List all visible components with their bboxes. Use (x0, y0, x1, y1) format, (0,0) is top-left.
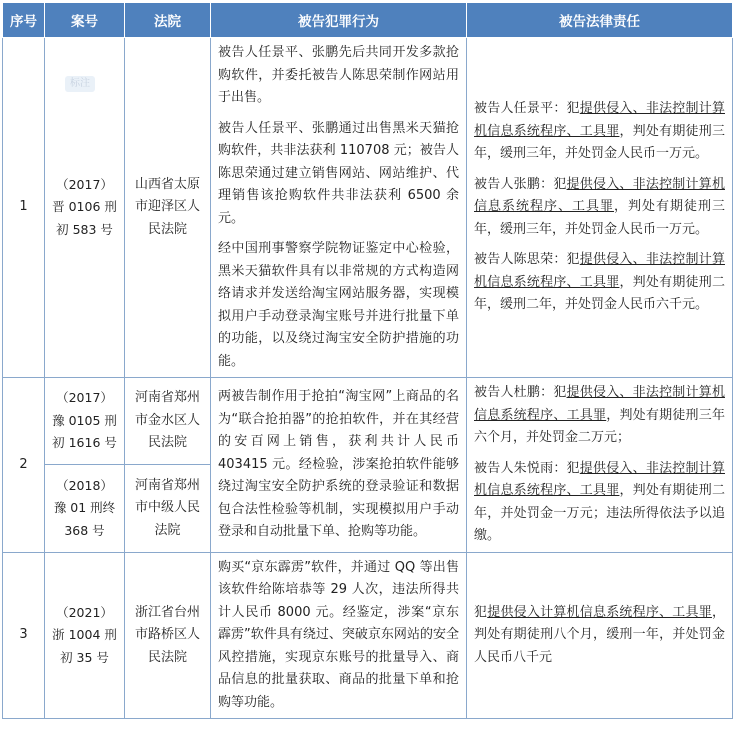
court-name: 河南省郑州市金水区人民法院 (125, 378, 211, 465)
liability-paragraph (474, 98, 725, 166)
liability-paragraph (474, 458, 725, 548)
sentence-text: ，判处有期徒刑三年，缓刑三年，并处罚金人民币一万元。 (474, 199, 725, 237)
court-name: 河南省郑州市中级人民法院 (125, 465, 211, 552)
crime-name: 提供侵入、非法控制计算机信息系统程序、工具罪 (474, 252, 725, 290)
sentence-text: ，判处有期徒刑八个月，缓刑一年，并处罚金人民币八千元 (474, 604, 725, 665)
defendant-prefix: 被告人朱悦雨：犯 (474, 460, 580, 476)
case-number: （2018）豫 01 刑终 368 号 (45, 465, 125, 552)
crime-name: 提供侵入、非法控制计算机信息系统程序、工具罪 (474, 385, 725, 423)
case-number: （2021）浙 1004 刑初 35 号 (45, 552, 125, 719)
case-number: （2017）晋 0106 刑初 583 号 (45, 38, 125, 378)
liability-cell (467, 552, 733, 719)
act-paragraph: 经中国刑事警察学院物证鉴定中心检验，黑米天猫软件具有以非常规的方式构造网络请求并发送给淘宝网站服务器，实现模拟用户手动登录淘宝账号并进行批量下单的功能，以及绕过淘宝安全防护措施的功能。 (218, 241, 459, 369)
case-number: （2017）豫 0105 刑初 1616 号 (45, 378, 125, 465)
act-paragraph: 购买“京东霹雳”软件，并通过 QQ 等出售该软件给陈培恭等 29 人次，违法所得共计人民币 8000 元。经鉴定，涉案“京东霹雳”软件具有绕过、突破京东网站的安全风控措施，实现京东账号的批量导入、商品信息的批量获取、商品的批量下单和抢购等功能。 (218, 559, 459, 710)
liability-paragraph (474, 249, 725, 317)
row-seq: 3 (3, 552, 45, 719)
liability-cell (467, 378, 733, 553)
crime-name: 提供侵入、非法控制计算机信息系统程序、工具罪 (474, 460, 725, 498)
defendant-prefix: 犯 (474, 604, 488, 620)
sentence-text: ，判处有期徒刑三年，缓刑三年，并处罚金人民币一万元。 (474, 123, 725, 162)
sentence-text: ，判处有期徒刑二年，缓刑二年，并处罚金人民币六千元。 (474, 274, 725, 313)
row-seq: 2 (3, 378, 45, 553)
act-paragraph: 被告人任景平、张鹏通过出售黑米天猫抢购软件，共非法获利 110708 元；被告人陈思荣通过建立销售网站、网站维护、代理销售该抢购软件共非法获利 6500 余元。 (218, 120, 459, 226)
watermark-badge: 标注 (65, 76, 95, 92)
table-row (3, 38, 733, 378)
criminal-acts-cell (211, 38, 467, 378)
liability-paragraph (474, 602, 725, 670)
defendant-prefix: 被告人张鹏：犯 (474, 176, 567, 192)
header-case-no: 案号 (45, 3, 125, 38)
case-table (2, 2, 733, 719)
act-paragraph: 两被告制作用于抢拍“淘宝网”上商品的名为“联合抢拍器”的抢拍软件，并在其经营的安百网上销售，获利共计人民币 403415 元。经检验，涉案抢拍软件能够绕过淘宝安全防护系统的登录验证和数据包合法性检验等机制，实现模拟用户手动登录和自动批量下单、抢购等功能。 (218, 389, 459, 539)
header-acts: 被告犯罪行为 (211, 3, 467, 38)
crime-name: 提供侵入计算机信息系统程序、工具罪 (487, 604, 712, 620)
liability-paragraph (474, 174, 725, 242)
crime-name: 提供侵入、非法控制计算机信息系统程序、工具罪 (474, 176, 725, 215)
sentence-text: ，判处有期徒刑二年，并处罚金一万元；违法所得依法予以追缴。 (474, 483, 725, 543)
liability-cell (467, 38, 733, 378)
crime-name: 提供侵入、非法控制计算机信息系统程序、工具罪 (474, 101, 725, 139)
table-row (3, 552, 733, 719)
header-row (3, 3, 733, 38)
liability-paragraph (474, 382, 725, 450)
sentence-text: ，判处有期徒刑三年六个月，并处罚金二万元； (474, 407, 725, 445)
header-seq: 序号 (3, 3, 45, 38)
defendant-prefix: 被告人任景平：犯 (474, 101, 580, 117)
table-row (3, 378, 733, 465)
row-seq: 1 (3, 38, 45, 378)
criminal-acts-cell (211, 378, 467, 553)
act-paragraph: 被告人任景平、张鹏先后共同开发多款抢购软件，并委托被告人陈思荣制作网站用于出售。 (218, 45, 459, 105)
header-liability: 被告法律责任 (467, 3, 733, 38)
court-name: 浙江省台州市路桥区人民法院 (125, 552, 211, 719)
defendant-prefix: 被告人杜鹏：犯 (474, 385, 567, 400)
court-name: 山西省太原市迎泽区人民法院 (125, 38, 211, 378)
defendant-prefix: 被告人陈思荣：犯 (474, 252, 580, 268)
criminal-acts-cell (211, 552, 467, 719)
header-court: 法院 (125, 3, 211, 38)
